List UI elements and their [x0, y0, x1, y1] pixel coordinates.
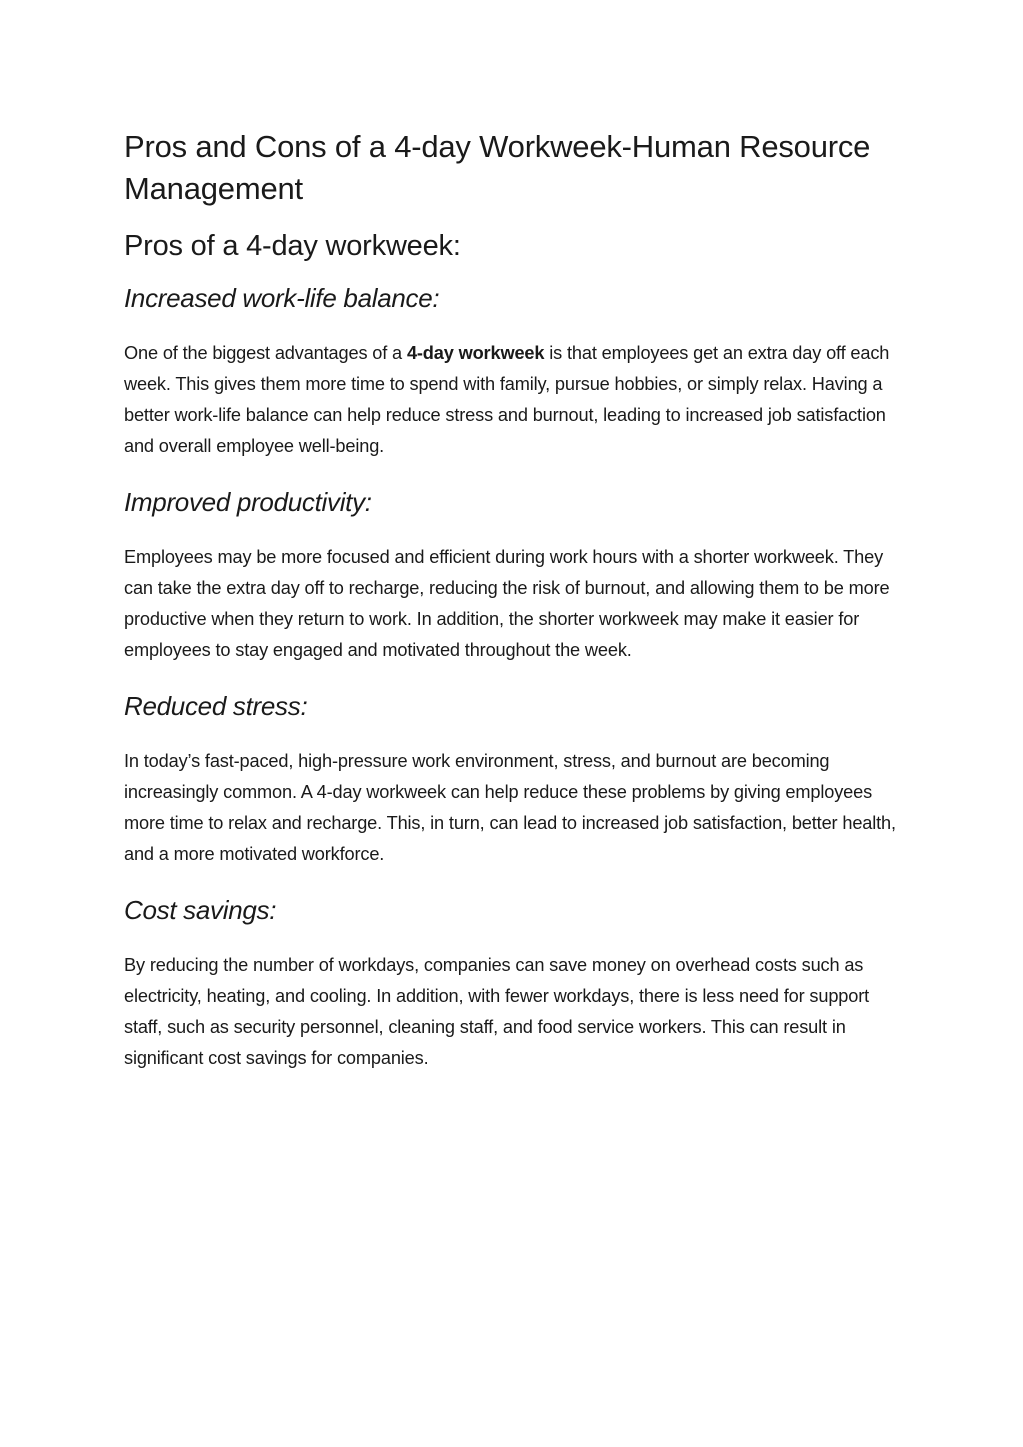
paragraph-work-life-balance	[124, 338, 904, 462]
subheading-improved-productivity: Improved productivity:	[124, 487, 372, 517]
paragraph-text: One of the biggest advantages of a	[124, 343, 407, 363]
document-page	[124, 126, 904, 1074]
paragraph-improved-productivity: Employees may be more focused and efficient during work hours with a shorter workweek. They can take the extra day off to recharge, reducing the risk of burnout, and allowing them to be more productive when they return to work. In addition, the shorter workweek may make it easier for employees to stay engaged and motivated throughout the week.	[124, 547, 890, 660]
paragraph-text: is that employees get an extra day off each week. This gives them more time to spend with family, pursue hobbies, or simply relax. Having a better work-life balance can help reduce stress and burnout, leading to increased job satisfaction and overall employee well-being.	[124, 343, 890, 456]
paragraph-reduced-stress: In today’s fast-paced, high-pressure work environment, stress, and burnout are becoming increasingly common. A 4-day workweek can help reduce these problems by giving employees more time to relax and recharge. This, in turn, can lead to increased job satisfaction, better health, and a more motivated workforce.	[124, 751, 896, 864]
subheading-cost-savings: Cost savings:	[124, 895, 277, 925]
subheading-work-life-balance: Increased work-life balance:	[124, 283, 440, 313]
bold-keyword: 4-day workweek	[406, 343, 545, 363]
document-title: Pros and Cons of a 4-day Workweek-Human Resource Management	[124, 129, 871, 206]
subheading-reduced-stress: Reduced stress:	[124, 691, 308, 721]
section-heading-pros: Pros of a 4-day workweek:	[124, 230, 461, 262]
paragraph-cost-savings: By reducing the number of workdays, companies can save money on overhead costs such as electricity, heating, and cooling. In addition, with fewer workdays, there is less need for support staff, such as security personnel, cleaning staff, and food service workers. This can result in significant cost savings for companies.	[124, 955, 870, 1068]
